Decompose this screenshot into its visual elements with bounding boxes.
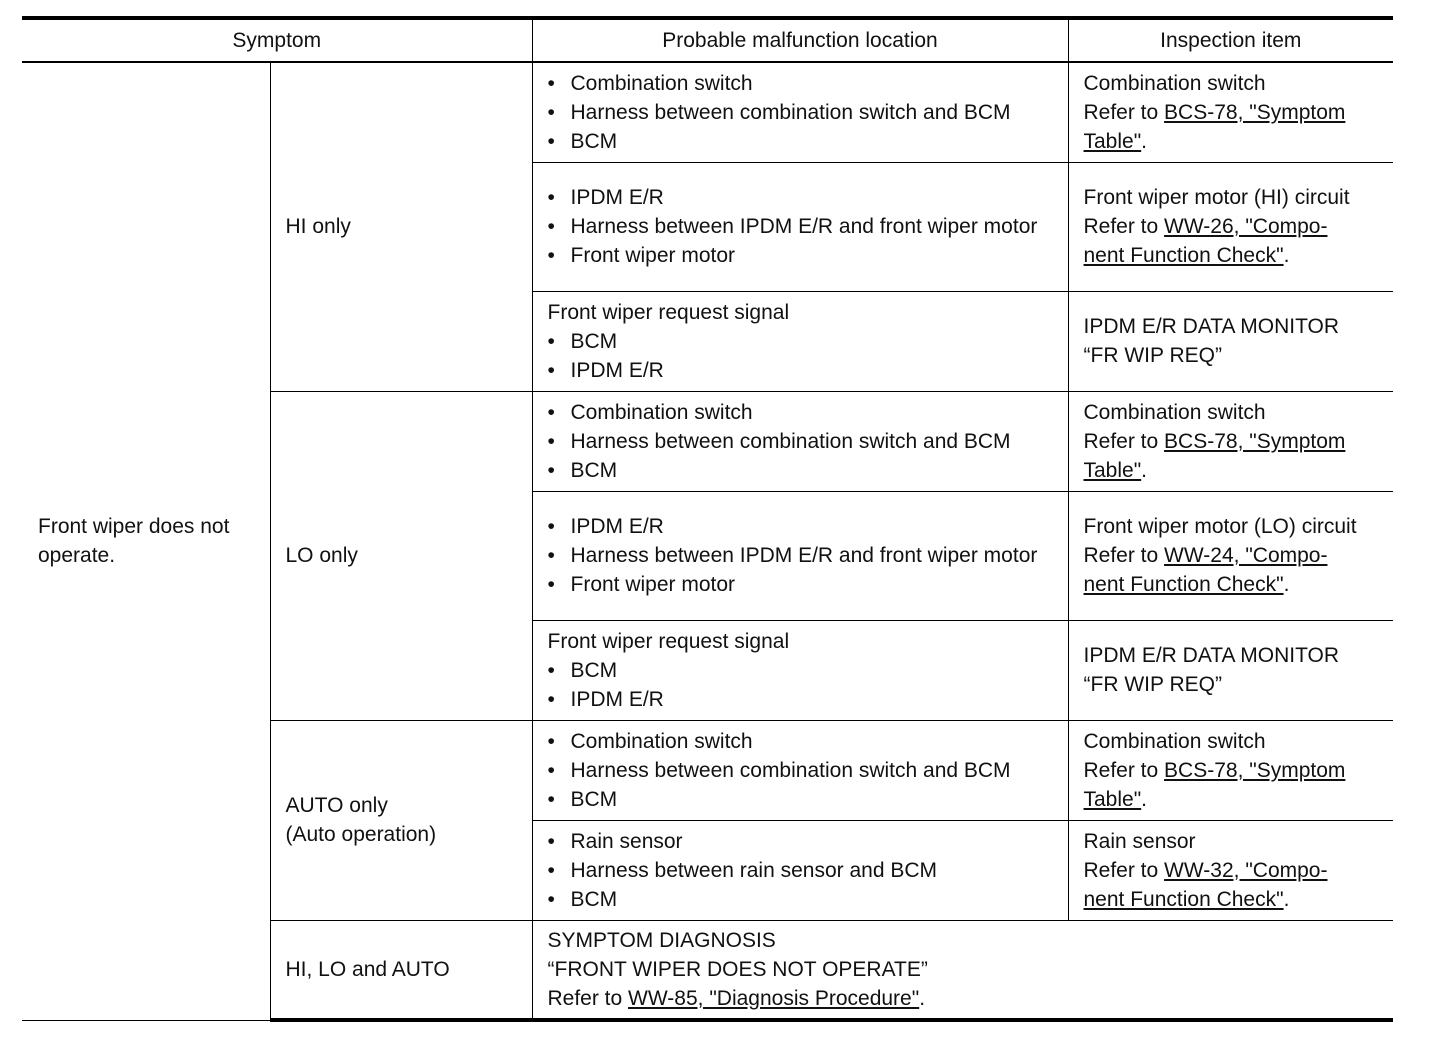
mode-cell [270, 720, 532, 920]
inspection-cell [1068, 291, 1393, 391]
reference-link-part[interactable]: nent Function Check" [1083, 244, 1284, 267]
inspection-title: Front wiper motor (LO) circuit [1083, 515, 1357, 538]
header-symptom: Symptom [22, 18, 532, 62]
location-item: • Combination switch [548, 398, 1068, 427]
location-item: • Rain sensor [548, 827, 1068, 856]
location-list [548, 827, 1068, 914]
reference-link-part[interactable]: WW-24, "Compo- [1164, 544, 1328, 567]
main-symptom-cell [22, 62, 270, 1020]
reference-link-part[interactable]: Table" [1083, 129, 1142, 153]
inspection-text: IPDM E/R DATA MONITOR [1083, 315, 1340, 338]
location-item: • Harness between rain sensor and BCM [548, 856, 1068, 885]
refer-suffix: . [1283, 887, 1290, 911]
inspection-cell [1068, 391, 1393, 491]
refer-suffix: . [1141, 458, 1148, 482]
location-list [548, 727, 1068, 814]
reference-link-part[interactable]: BCS-78, "Symptom [1164, 758, 1346, 782]
refer-suffix: . [1283, 573, 1290, 596]
reference-link-part[interactable]: WW-26, "Compo- [1164, 215, 1328, 238]
diagnosis-cell [532, 920, 1393, 1020]
location-item: • Front wiper motor [548, 570, 1068, 599]
location-item: • BCM [548, 785, 1068, 814]
inspection-title: Front wiper motor (HI) circuit [1083, 186, 1350, 209]
location-heading: Front wiper request signal [547, 629, 790, 653]
location-list [548, 512, 1068, 599]
location-cell [532, 620, 1068, 720]
location-item: • Combination switch [548, 727, 1068, 756]
location-item: • Harness between combination switch and BCM [548, 427, 1068, 456]
inspection-title: Combination switch [1083, 71, 1266, 95]
location-item: • IPDM E/R [548, 356, 1068, 385]
refer-prefix: Refer to [1083, 215, 1165, 238]
refer-prefix: Refer to [547, 986, 629, 1010]
main-symptom-text: operate. [38, 544, 116, 568]
symptom-table [22, 16, 1393, 1022]
location-heading: Front wiper request signal [547, 300, 790, 324]
reference-link-part[interactable]: Table" [1083, 787, 1142, 811]
location-item: • Front wiper motor [548, 241, 1068, 270]
location-cell [532, 291, 1068, 391]
location-item: • BCM [548, 456, 1068, 485]
header-location: Probable malfunction location [532, 18, 1068, 62]
inspection-cell [1068, 491, 1393, 620]
reference-link-part[interactable]: BCS-78, "Symptom [1164, 100, 1346, 124]
inspection-cell [1068, 720, 1393, 820]
mode-cell [270, 391, 532, 720]
refer-prefix: Refer to [1083, 858, 1165, 882]
inspection-cell [1068, 820, 1393, 920]
location-list [548, 69, 1068, 156]
location-cell [532, 491, 1068, 620]
location-item: • BCM [548, 885, 1068, 914]
mode-cell [270, 62, 532, 391]
location-item: • Harness between combination switch and BCM [548, 98, 1068, 127]
inspection-text: IPDM E/R DATA MONITOR [1083, 644, 1340, 667]
inspection-title: Rain sensor [1083, 829, 1196, 853]
mode-text: AUTO only [285, 794, 388, 817]
diagnosis-title: SYMPTOM DIAGNOSIS [547, 928, 776, 952]
location-item: • Harness between IPDM E/R and front wiper motor [548, 541, 1068, 570]
inspection-cell [1068, 620, 1393, 720]
location-list [548, 656, 1068, 714]
inspection-cell [1068, 62, 1393, 162]
refer-prefix: Refer to [1083, 544, 1165, 567]
location-list [548, 327, 1068, 385]
refer-prefix: Refer to [1083, 758, 1165, 782]
main-symptom-text: Front wiper does not [38, 515, 230, 539]
location-item: • Harness between IPDM E/R and front wiper motor [548, 212, 1068, 241]
location-cell [532, 391, 1068, 491]
location-item: • BCM [548, 127, 1068, 156]
location-item: • BCM [548, 656, 1068, 685]
inspection-text: “FR WIP REQ” [1083, 344, 1222, 367]
table-body [22, 62, 1393, 1020]
refer-prefix: Refer to [1083, 429, 1165, 453]
inspection-cell [1068, 162, 1393, 291]
location-item: • IPDM E/R [548, 183, 1068, 212]
location-list [548, 398, 1068, 485]
location-cell [532, 62, 1068, 162]
location-cell [532, 162, 1068, 291]
inspection-title: Combination switch [1083, 400, 1266, 424]
table-row [22, 62, 1393, 162]
reference-link-part[interactable]: nent Function Check" [1083, 887, 1284, 911]
refer-suffix: . [1141, 129, 1148, 153]
mode-cell: HI, LO and AUTO [270, 920, 532, 1020]
diagnosis-name: “FRONT WIPER DOES NOT OPERATE” [547, 957, 928, 981]
inspection-text: “FR WIP REQ” [1083, 673, 1222, 696]
reference-link-part[interactable]: WW-32, "Compo- [1164, 858, 1328, 882]
reference-link-part[interactable]: nent Function Check" [1083, 573, 1284, 596]
location-item: • BCM [548, 327, 1068, 356]
mode-text: (Auto operation) [285, 823, 437, 846]
header-inspection: Inspection item [1068, 18, 1393, 62]
refer-suffix: . [1283, 244, 1290, 267]
mode-text: LO only [285, 544, 358, 567]
location-item: • Harness between combination switch and BCM [548, 756, 1068, 785]
location-cell [532, 820, 1068, 920]
location-item: • Combination switch [548, 69, 1068, 98]
reference-link-part[interactable]: Table" [1083, 458, 1142, 482]
mode-text: HI only [285, 215, 351, 239]
header-row [22, 18, 1393, 62]
location-item: • IPDM E/R [548, 685, 1068, 714]
inspection-title: Combination switch [1083, 729, 1266, 753]
location-item: • IPDM E/R [548, 512, 1068, 541]
refer-suffix: . [1141, 787, 1148, 811]
location-cell [532, 720, 1068, 820]
reference-link-part[interactable]: BCS-78, "Symptom [1164, 429, 1346, 453]
refer-suffix: . [919, 986, 926, 1010]
location-list [548, 183, 1068, 270]
reference-link[interactable]: WW-85, "Diagnosis Procedure" [628, 986, 920, 1010]
refer-prefix: Refer to [1083, 100, 1165, 124]
